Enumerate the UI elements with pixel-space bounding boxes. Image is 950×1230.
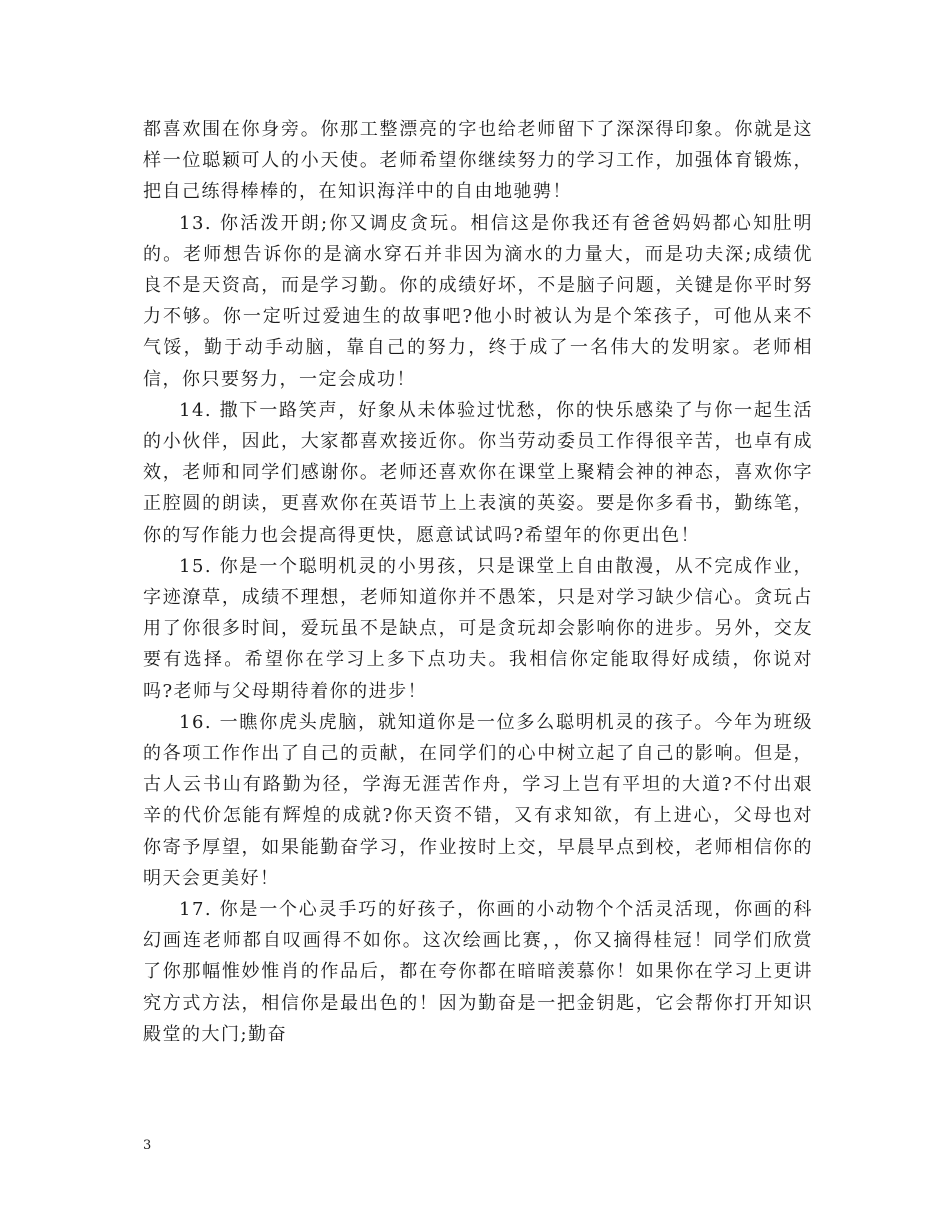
document-body <box>143 114 813 1050</box>
paragraph-item-15: 15. 你是一个聪明机灵的小男孩，只是课堂上自由散漫，从不完成作业，字迹潦草，成绩不理想，老师知道你并不愚笨，只是对学习缺少信心。贪玩占用了你很多时间，爱玩虽不是缺点，可是贪玩却会影响你的进步。另外，交友要有选择。希望你在学习上多下点功夫。我相信你定能取得好成绩，你说对吗?老师与父母期待着你的进步！ <box>143 555 813 702</box>
paragraph-continuation: 都喜欢围在你身旁。你那工整漂亮的字也给老师留下了深深得印象。你就是这样一位聪颖可人的小天使。老师希望你继续努力的学习工作，加强体育锻炼，把自己练得棒棒的，在知识海洋中的自由地驰骋！ <box>143 119 813 203</box>
paragraph-item-14: 14. 撒下一路笑声，好象从未体验过忧愁，你的快乐感染了与你一起生活的小伙伴，因此，大家都喜欢接近你。你当劳动委员工作得很辛苦，也卓有成效，老师和同学们感谢你。老师还喜欢你在课堂上聚精会神的神态，喜欢你字正腔圆的朗读，更喜欢你在英语节上上表演的英姿。要是你多看书，勤练笔，你的写作能力也会提高得更快，愿意试试吗?希望年的你更出色！ <box>143 399 813 546</box>
paragraph-item-17: 17. 你是一个心灵手巧的好孩子，你画的小动物个个活灵活现，你画的科幻画连老师都自叹画得不如你。这次绘画比赛，，你又摘得桂冠！同学们欣赏了你那幅惟妙惟肖的作品后，都在夸你都在暗暗羡慕你！如果你在学习上更讲究方式方法，相信你是最出色的！因为勤奋是一把金钥匙，它会帮你打开知识殿堂的大门;勤奋 <box>143 899 813 1045</box>
paragraph-item-13: 13. 你活泼开朗;你又调皮贪玩。相信这是你我还有爸爸妈妈都心知肚明的。老师想告诉你的是滴水穿石并非因为滴水的力量大，而是功夫深;成绩优良不是天资高，而是学习勤。你的成绩好坏，不是脑子问题，关键是你平时努力不够。你一定听过爱迪生的故事吧?他小时被认为是个笨孩子，可他从来不气馁，勤于动手动脑，靠自己的努力，终于成了一名伟大的发明家。老师相信，你只要努力，一定会成功！ <box>143 212 813 390</box>
paragraph-item-16: 16. 一瞧你虎头虎脑，就知道你是一位多么聪明机灵的孩子。今年为班级的各项工作作出了自己的贡献，在同学们的心中树立起了自己的影响。但是，古人云书山有路勤为径，学海无涯苦作舟，学习上岂有平坦的大道?不付出艰辛的代价怎能有辉煌的成就?你天资不错，又有求知欲，有上进心，父母也对你寄予厚望，如果能勤奋学习，作业按时上交，早晨早点到校，老师相信你的明天会更美好！ <box>143 711 813 889</box>
page-number: 3 <box>143 1138 152 1153</box>
